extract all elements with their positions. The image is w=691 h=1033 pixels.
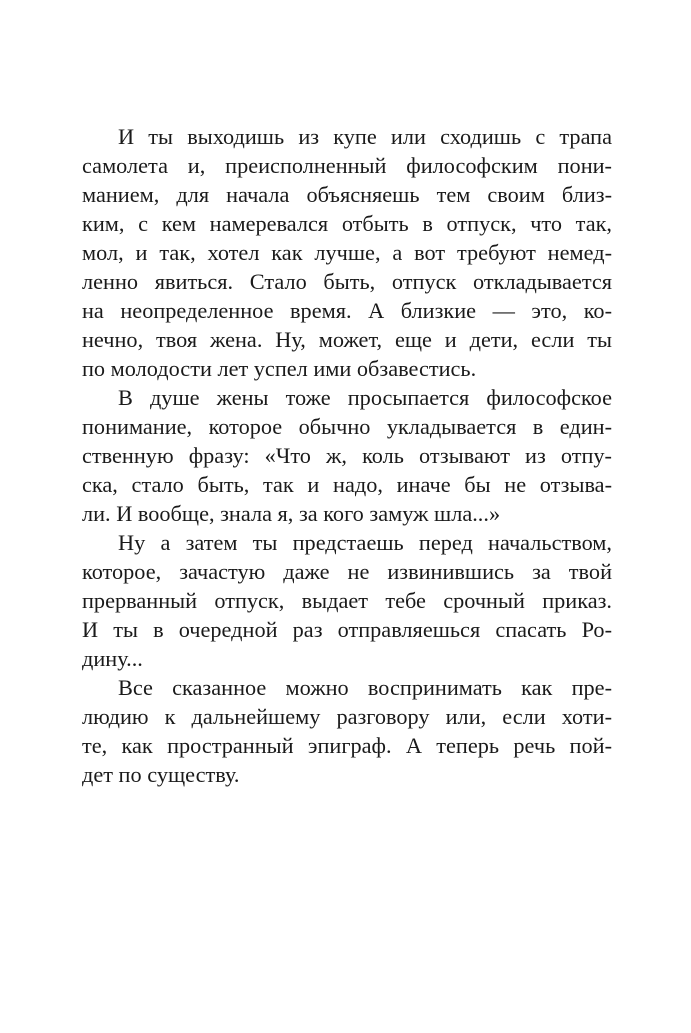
text-line: Все сказанное можно воспринимать как пре-: [118, 675, 612, 700]
text-line: которое, зачастую даже не извинившись за твой: [82, 559, 612, 584]
paragraph-1: [82, 122, 612, 383]
paragraph-3: [82, 528, 612, 673]
text-line: дину...: [82, 646, 143, 671]
text-line: В душе жены тоже просыпается философское: [118, 385, 612, 410]
text-line: Ну а затем ты предстаешь перед начальством,: [118, 530, 612, 555]
body-text: [82, 122, 612, 789]
text-line: дет по существу.: [82, 762, 240, 787]
text-line: мол, и так, хотел как лучше, а вот требуют немед-: [82, 240, 612, 265]
text-line: самолета и, преисполненный философским пони-: [82, 153, 612, 178]
text-line: И ты в очередной раз отправляешься спасать Ро-: [82, 617, 612, 642]
text-line: на неопределенное время. А близкие — это, ко-: [82, 298, 612, 323]
text-line: ли. И вообще, знала я, за кого замуж шла...»: [82, 501, 501, 526]
text-line: людию к дальнейшему разговору или, если хоти-: [82, 704, 612, 729]
text-line: ственную фразу: «Что ж, коль отзывают из отпу-: [82, 443, 612, 468]
text-line: нечно, твоя жена. Ну, может, еще и дети, если ты: [82, 327, 612, 352]
paragraph-2: [82, 383, 612, 528]
text-line: прерванный отпуск, выдает тебе срочный приказ.: [82, 588, 612, 613]
text-line: И ты выходишь из купе или сходишь с трапа: [118, 124, 612, 149]
text-line: ким, с кем намеревался отбыть в отпуск, что так,: [82, 211, 612, 236]
text-line: ленно явиться. Стало быть, отпуск откладывается: [82, 269, 612, 294]
text-line: манием, для начала объясняешь тем своим близ-: [82, 182, 612, 207]
paragraph-4: [82, 673, 612, 789]
text-line: ска, стало быть, так и надо, иначе бы не отзыва-: [82, 472, 612, 497]
text-line: понимание, которое обычно укладывается в един-: [82, 414, 612, 439]
text-line: те, как пространный эпиграф. А теперь речь пой-: [82, 733, 612, 758]
text-line: по молодости лет успел ими обзавестись.: [82, 356, 477, 381]
